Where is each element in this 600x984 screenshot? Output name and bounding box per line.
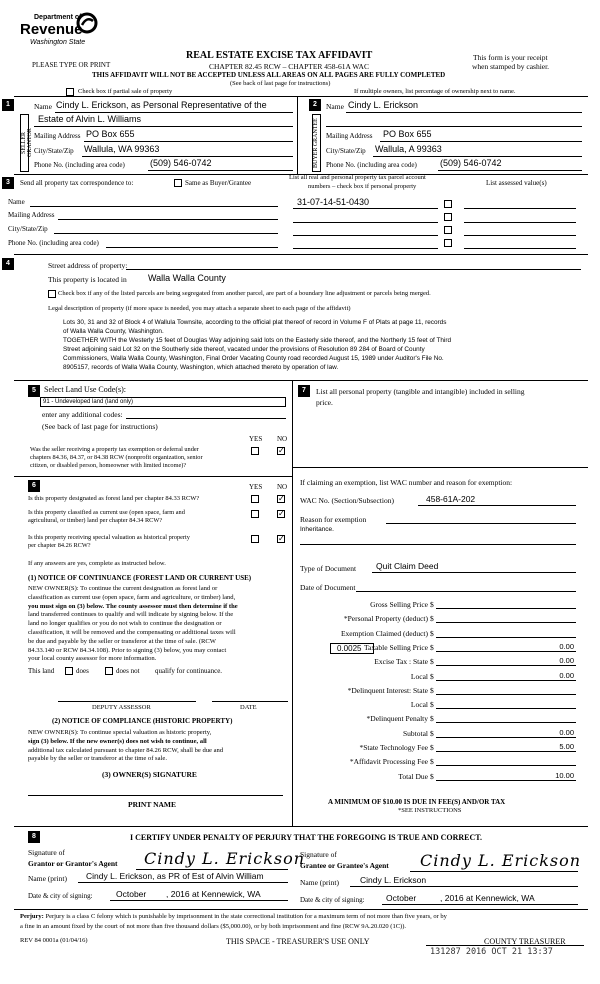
- tax-row-label: Local: [410, 672, 428, 681]
- reason-label: Reason for exemption: [300, 515, 367, 524]
- local-rate-value: 0.0025: [337, 644, 362, 653]
- s6-q2-line: Is this property classified as current use (open space, farm and: [28, 509, 185, 516]
- logo-dept: Department of: [34, 14, 82, 21]
- section-4-number: 4: [2, 258, 14, 270]
- s6-q2-line: agricultural, or timber) land per chapter 84.34 RCW?: [28, 517, 163, 524]
- tax-row-label: Subtotal: [402, 729, 428, 738]
- tax-row-label: Excise Tax : State: [374, 657, 428, 666]
- notice-2-line: payable by the seller or transferor at the time of sale.: [28, 755, 167, 763]
- notice-2-body: [28, 729, 223, 764]
- legal-line: Street adjoining said Lot 32 on the Southerly side thereof, vacated under the provisions of Resolution 89 284 of Board of County: [63, 346, 425, 353]
- s5-question-line: Was the seller receiving a property tax exemption or deferral under: [30, 446, 199, 453]
- see-back: (See back of last page for instructions): [230, 80, 331, 87]
- receipt-line-1: This form is your receipt: [473, 53, 548, 62]
- section-5-number: 5: [28, 385, 40, 397]
- does-not-checkbox[interactable]: [105, 667, 113, 675]
- s7-list-label-1: List all personal property (tangible and intangible) included in selling: [316, 387, 525, 396]
- historic-no-checkbox[interactable]: ✓: [278, 534, 285, 543]
- s5-land-use-label: Select Land Use Code(s):: [44, 385, 126, 394]
- tax-row-currency: $: [430, 714, 434, 723]
- print-name-label: PRINT NAME: [128, 800, 176, 809]
- s2-phone-label: Phone No. (including area code): [326, 161, 417, 169]
- s3-phone-label: Phone No. (including area code): [8, 239, 99, 247]
- tax-row-value[interactable]: 0.00: [559, 728, 574, 737]
- legal-line: 8905157, records of Walla Walla County, Washington, which attached thereto by operation of law.: [63, 364, 339, 371]
- form-chapter: CHAPTER 82.45 RCW – CHAPTER 458-61A WAC: [209, 62, 369, 71]
- grantee-month[interactable]: October: [386, 893, 417, 903]
- same-as-buyer-checkbox[interactable]: [174, 179, 182, 187]
- s5-additional-label: enter any additional codes:: [42, 410, 123, 419]
- does-label: does: [76, 667, 89, 675]
- s4-street-label: Street address of property:: [48, 261, 128, 270]
- wac-no-value[interactable]: 458-61A-202: [426, 494, 476, 504]
- notice-1-line: classification as current use (open space, farm and agriculture, or timber) land,: [28, 593, 236, 601]
- doc-date-label: Date of Document: [300, 583, 356, 592]
- grantee-date-city-label: Date & city of signing:: [300, 896, 365, 904]
- s5-question-line: chapters 84.36, 84.37, or 84.38 RCW (nonprofit organization, senior: [30, 454, 203, 461]
- legal-line: of Walla Walla County, Washington.: [63, 328, 164, 335]
- s1-mail-value[interactable]: PO Box 655: [86, 129, 135, 139]
- does-checkbox[interactable]: [65, 667, 73, 675]
- s1-mail-label: Mailing Address: [34, 132, 81, 140]
- historic-yes-checkbox[interactable]: [251, 535, 259, 543]
- tax-row-currency: $: [430, 643, 434, 652]
- s3-assessed-label: List assessed value(s): [486, 179, 547, 187]
- notice-1-body: [28, 585, 238, 664]
- grantee-year-city[interactable]: , 2016 at Kennewick, WA: [440, 893, 535, 903]
- buyer-grantee-label: BUYER GRANTEE: [313, 118, 319, 168]
- notice-1-line: your local county assessor for more information.: [28, 655, 157, 663]
- wac-no-label: WAC No. (Section/Subsection): [300, 496, 394, 505]
- parcel-4-personal-checkbox[interactable]: [444, 239, 452, 247]
- land-use-select[interactable]: [40, 397, 286, 407]
- grantor-sig-of: Signature of: [28, 848, 65, 857]
- current-use-yes-checkbox[interactable]: [251, 510, 259, 518]
- s6-q2: [28, 509, 185, 525]
- legal-description: [63, 318, 451, 372]
- parcel-1-value[interactable]: 31-07-14-51-0430: [297, 197, 370, 207]
- tax-row-currency: $: [430, 700, 434, 709]
- s7-wac-label: If claiming an exemption, list WAC number and reason for exemption:: [300, 478, 513, 487]
- tax-row-label: Gross Selling Price: [370, 600, 428, 609]
- grantor-signature[interactable]: Cindy L. Erickson: [144, 849, 306, 868]
- tax-row-currency: $: [430, 757, 434, 766]
- s4-segregated-label: Check box if any of the listed parcels are being segregated from another parcel, are part of a boundary line adjustment or parcels being merged.: [58, 290, 431, 297]
- doc-type-label: Type of Document: [300, 564, 357, 573]
- tax-row-currency: $: [430, 772, 434, 781]
- parcel-2-personal-checkbox[interactable]: [444, 213, 452, 221]
- logo-state: Washington State: [30, 39, 86, 46]
- land-use-value: 91 - Undeveloped land (land only): [43, 399, 134, 405]
- s1-phone-label: Phone No. (including area code): [34, 161, 125, 169]
- s3-send-label: Send all property tax correspondence to:: [20, 179, 134, 187]
- grantee-name-print-label: Name (print): [300, 878, 339, 887]
- s3-name-label: Name: [8, 198, 25, 206]
- segregated-checkbox[interactable]: [48, 290, 56, 298]
- notice-2-line: sign (3) below. If the new owner(s) does not wish to continue, all: [28, 737, 207, 745]
- s6-q3: [28, 534, 190, 550]
- grantor-month[interactable]: October: [116, 889, 147, 899]
- tax-row-label: *Affidavit Processing Fee: [349, 757, 428, 766]
- s6-q3-line: per chapter 84.26 RCW?: [28, 542, 91, 549]
- logo-revenue: Revenue: [20, 21, 83, 38]
- notice-1-title: (1) NOTICE OF CONTINUANCE (FOREST LAND OR CURRENT USE): [28, 574, 252, 582]
- s5-q1-yes-checkbox[interactable]: [251, 447, 259, 455]
- seller-grantor-label: SELLER GRANTOR: [21, 128, 33, 158]
- grantor-name-print-label: Name (print): [28, 874, 67, 883]
- legal-line: Lots 30, 31 and 32 of Block 4 of Wallula Townsite, according to the official plat thereof of record in Volume F of Plats at page 11, records: [63, 319, 447, 326]
- s5-question-line: citizen, or disabled person, homeowner with limited income)?: [30, 462, 187, 469]
- section-2-number: 2: [309, 99, 321, 111]
- tax-row-value[interactable]: 10.00: [555, 771, 574, 780]
- treasurer-space-label: THIS SPACE - TREASURER'S USE ONLY: [226, 937, 370, 946]
- notice-2-title: (2) NOTICE OF COMPLIANCE (HISTORIC PROPERTY): [52, 717, 233, 725]
- tax-row-label: *Delinquent Interest: State: [347, 686, 428, 695]
- tax-row-currency: $: [430, 729, 434, 738]
- certify-statement: I CERTIFY UNDER PENALTY OF PERJURY THAT THE FOREGOING IS TRUE AND CORRECT.: [130, 833, 483, 842]
- legal-line: Commissioners, Walla Walla County, Washington, Final Order Vacating County road recorded August 15, 1989 under Auditor's File No.: [63, 355, 444, 362]
- s1-name-value-2[interactable]: Estate of Alvin L. Williams: [38, 114, 142, 124]
- revenue-logo-icon: [76, 12, 98, 34]
- county-treasurer-label: COUNTY TREASURER: [484, 937, 566, 946]
- this-land-label: This land: [28, 667, 55, 675]
- section-3-number: 3: [2, 177, 14, 189]
- s3-mail-label: Mailing Address: [8, 211, 55, 219]
- section-1-number: 1: [2, 99, 14, 111]
- notice-1-line: you must sign on (3) below. The county assessor must then determine if the: [28, 602, 238, 610]
- notice-1-line: NEW OWNER(S): To continue the current designation as forest land or: [28, 585, 218, 592]
- s7-list-label-2: price.: [316, 398, 333, 407]
- s5-question: [30, 446, 203, 470]
- grantor-agent-label: Grantor or Grantor's Agent: [28, 859, 118, 868]
- perjury-text-1: Perjury is a class C felony which is punishable by imprisonment in the state correctional institution for a maximum term of not more than five years, or by: [45, 913, 447, 920]
- tax-row-value[interactable]: 0.00: [559, 642, 574, 651]
- s4-legal-label: Legal description of property (if more space is needed, you may attach a separate sheet to each page of the affidavit): [48, 305, 351, 312]
- tax-row-currency: $: [430, 600, 434, 609]
- perjury-line-2: a fine in an amount fixed by the court of not more than five thousand dollars ($5,000.00), or by both imprisonment and fine (RCW 9A.20.020 (1C)).: [20, 923, 407, 930]
- tax-row-value[interactable]: 0.00: [559, 671, 574, 680]
- s5-yes: YES: [249, 435, 263, 443]
- grantor-year-city[interactable]: , 2016 at Kennewick, WA: [166, 889, 261, 899]
- form-warning: THIS AFFIDAVIT WILL NOT BE ACCEPTED UNLESS ALL AREAS ON ALL PAGES ARE FULLY COMPLETED: [92, 71, 446, 79]
- parcel-3-personal-checkbox[interactable]: [444, 226, 452, 234]
- s2-mail-label: Mailing Address: [326, 132, 373, 140]
- s2-name-label: Name: [326, 102, 344, 111]
- s2-city-label: City/State/Zip: [326, 147, 366, 155]
- reason-value[interactable]: Inheritance.: [300, 526, 334, 533]
- grantee-name-value[interactable]: Cindy L. Erickson: [360, 875, 427, 885]
- owner-signature-label: (3) OWNER(S) SIGNATURE: [102, 770, 197, 779]
- s2-mail-value[interactable]: PO Box 655: [383, 129, 432, 139]
- deputy-assessor-label: DEPUTY ASSESSOR: [92, 704, 151, 711]
- treasurer-stamp: 131287 2016 OCT 21 13:37: [430, 947, 553, 957]
- s3-same-label: Same as Buyer/Grantee: [185, 179, 252, 187]
- receipt-line-2: when stamped by cashier.: [472, 62, 550, 71]
- s5-see-back: (See back of last page for instructions): [42, 422, 158, 431]
- s2-phone-value[interactable]: (509) 546-0742: [440, 158, 502, 168]
- form-revision: REV 84 0001a (01/04/16): [20, 937, 88, 944]
- qualify-label: qualify for continuance.: [155, 667, 223, 675]
- tax-row-currency: $: [430, 657, 434, 666]
- s1-name-value[interactable]: Cindy L. Erickson, as Personal Representative of the: [56, 100, 267, 110]
- notice-1-line: classification, it will be removed and the compensating or additional taxes will: [28, 628, 236, 636]
- s4-located-label: This property is located in: [48, 275, 127, 284]
- s1-phone-value[interactable]: (509) 546-0742: [150, 158, 212, 168]
- notice-2-line: additional tax calculated pursuant to chapter 84.26 RCW, shall be due and: [28, 746, 224, 754]
- section-6-number: 6: [28, 480, 40, 492]
- grantee-agent-label: Grantee or Grantee's Agent: [300, 861, 389, 870]
- section-7-number: 7: [298, 385, 310, 397]
- notice-1-line: land no longer qualifies or you do not wish to continue the designation or: [28, 620, 222, 628]
- legal-line: TOGETHER WITH the Westerly 15 feet of Douglas Way adjoining said lots on the Easterly side thereof, and the Northerly 15 feet of Third: [63, 337, 451, 344]
- perjury-label: Perjury:: [20, 913, 44, 920]
- tax-row-label: Exemption Claimed (deduct): [340, 629, 428, 638]
- partial-sale-label: Check box if partial sale of property: [78, 88, 173, 95]
- form-title: REAL ESTATE EXCISE TAX AFFIDAVIT: [186, 50, 373, 61]
- s1-city-label: City/State/Zip: [34, 147, 74, 155]
- s2-name-value[interactable]: Cindy L. Erickson: [348, 100, 419, 110]
- perjury-line-1: [20, 914, 447, 921]
- tax-row-value[interactable]: 0.00: [559, 656, 574, 665]
- s5-no: NO: [277, 435, 288, 443]
- s6-q3-line: Is this property receiving special valuation as historical property: [28, 534, 190, 541]
- s4-located-value[interactable]: Walla Walla County: [148, 273, 226, 283]
- tax-row-label: Total Due: [398, 772, 428, 781]
- notice-2-line: NEW OWNER(S): To continue special valuation as historic property,: [28, 729, 212, 736]
- s3-list-parcels-2: numbers – check box if personal property: [308, 183, 417, 190]
- tax-row-label: *Personal Property (deduct): [343, 614, 428, 623]
- s5-q1-no-checkbox[interactable]: ✓: [278, 446, 285, 455]
- notice-1-line: be due and payable by the seller or transferor at the time of sale. (RCW: [28, 637, 217, 645]
- s6-yes: YES: [249, 483, 263, 491]
- tax-row-value[interactable]: 5.00: [559, 742, 574, 751]
- minimum-due-note: A MINIMUM OF $10.00 IS DUE IN FEE(S) AND/OR TAX: [328, 798, 506, 806]
- current-use-no-checkbox[interactable]: ✓: [278, 509, 285, 518]
- tax-row-label: *Delinquent Penalty: [366, 714, 428, 723]
- does-not-label: does not: [116, 667, 140, 675]
- s6-if-yes: If any answers are yes, complete as instructed below.: [28, 560, 166, 567]
- tax-row-currency: $: [430, 686, 434, 695]
- tax-row-currency: $: [430, 614, 434, 623]
- parcel-1-personal-checkbox[interactable]: [444, 200, 452, 208]
- grantor-name-value[interactable]: Cindy L. Erickson, as PR of Est of Alvin William: [86, 871, 264, 881]
- doc-type-value[interactable]: Quit Claim Deed: [376, 561, 439, 571]
- s6-no: NO: [277, 483, 288, 491]
- notice-1-line: land transferred continues to qualify and will indicate by signing below. If the: [28, 611, 234, 619]
- tax-row-label: Taxable Selling Price: [363, 643, 428, 652]
- forest-yes-checkbox[interactable]: [251, 495, 259, 503]
- multiple-owners-note: If multiple owners, list percentage of ownership next to name.: [354, 88, 516, 95]
- see-instructions-note: *SEE INSTRUCTIONS: [398, 807, 462, 814]
- local-rate-box[interactable]: [330, 643, 374, 654]
- date-label: DATE: [240, 704, 257, 711]
- s2-city-value[interactable]: Wallula, A 99363: [375, 144, 442, 154]
- tax-row-currency: $: [430, 672, 434, 681]
- partial-sale-checkbox[interactable]: [66, 88, 74, 96]
- grantee-signature[interactable]: Cindy L. Erickson: [420, 851, 582, 870]
- s1-name-label: Name: [34, 102, 52, 111]
- please-type: PLEASE TYPE OR PRINT: [32, 61, 111, 69]
- section-8-number: 8: [28, 831, 40, 843]
- notice-1-line: 84.33.140 or RCW 84.34.108). Prior to signing (3) below, you may contact: [28, 646, 227, 654]
- s3-city-label: City/State/Zip: [8, 225, 48, 233]
- tax-row-label: *State Technology Fee: [359, 743, 428, 752]
- tax-row-currency: $: [430, 629, 434, 638]
- forest-no-checkbox[interactable]: ✓: [278, 494, 285, 503]
- grantor-date-city-label: Date & city of signing:: [28, 892, 93, 900]
- s6-q1: Is this property designated as forest land per chapter 84.33 RCW?: [28, 495, 200, 502]
- tax-row-label: Local: [410, 700, 428, 709]
- s3-list-parcels-1: List all real and personal property tax parcel account: [289, 174, 426, 181]
- grantee-sig-of: Signature of: [300, 850, 337, 859]
- tax-row-currency: $: [430, 743, 434, 752]
- s1-city-value[interactable]: Wallula, WA 99363: [84, 144, 160, 154]
